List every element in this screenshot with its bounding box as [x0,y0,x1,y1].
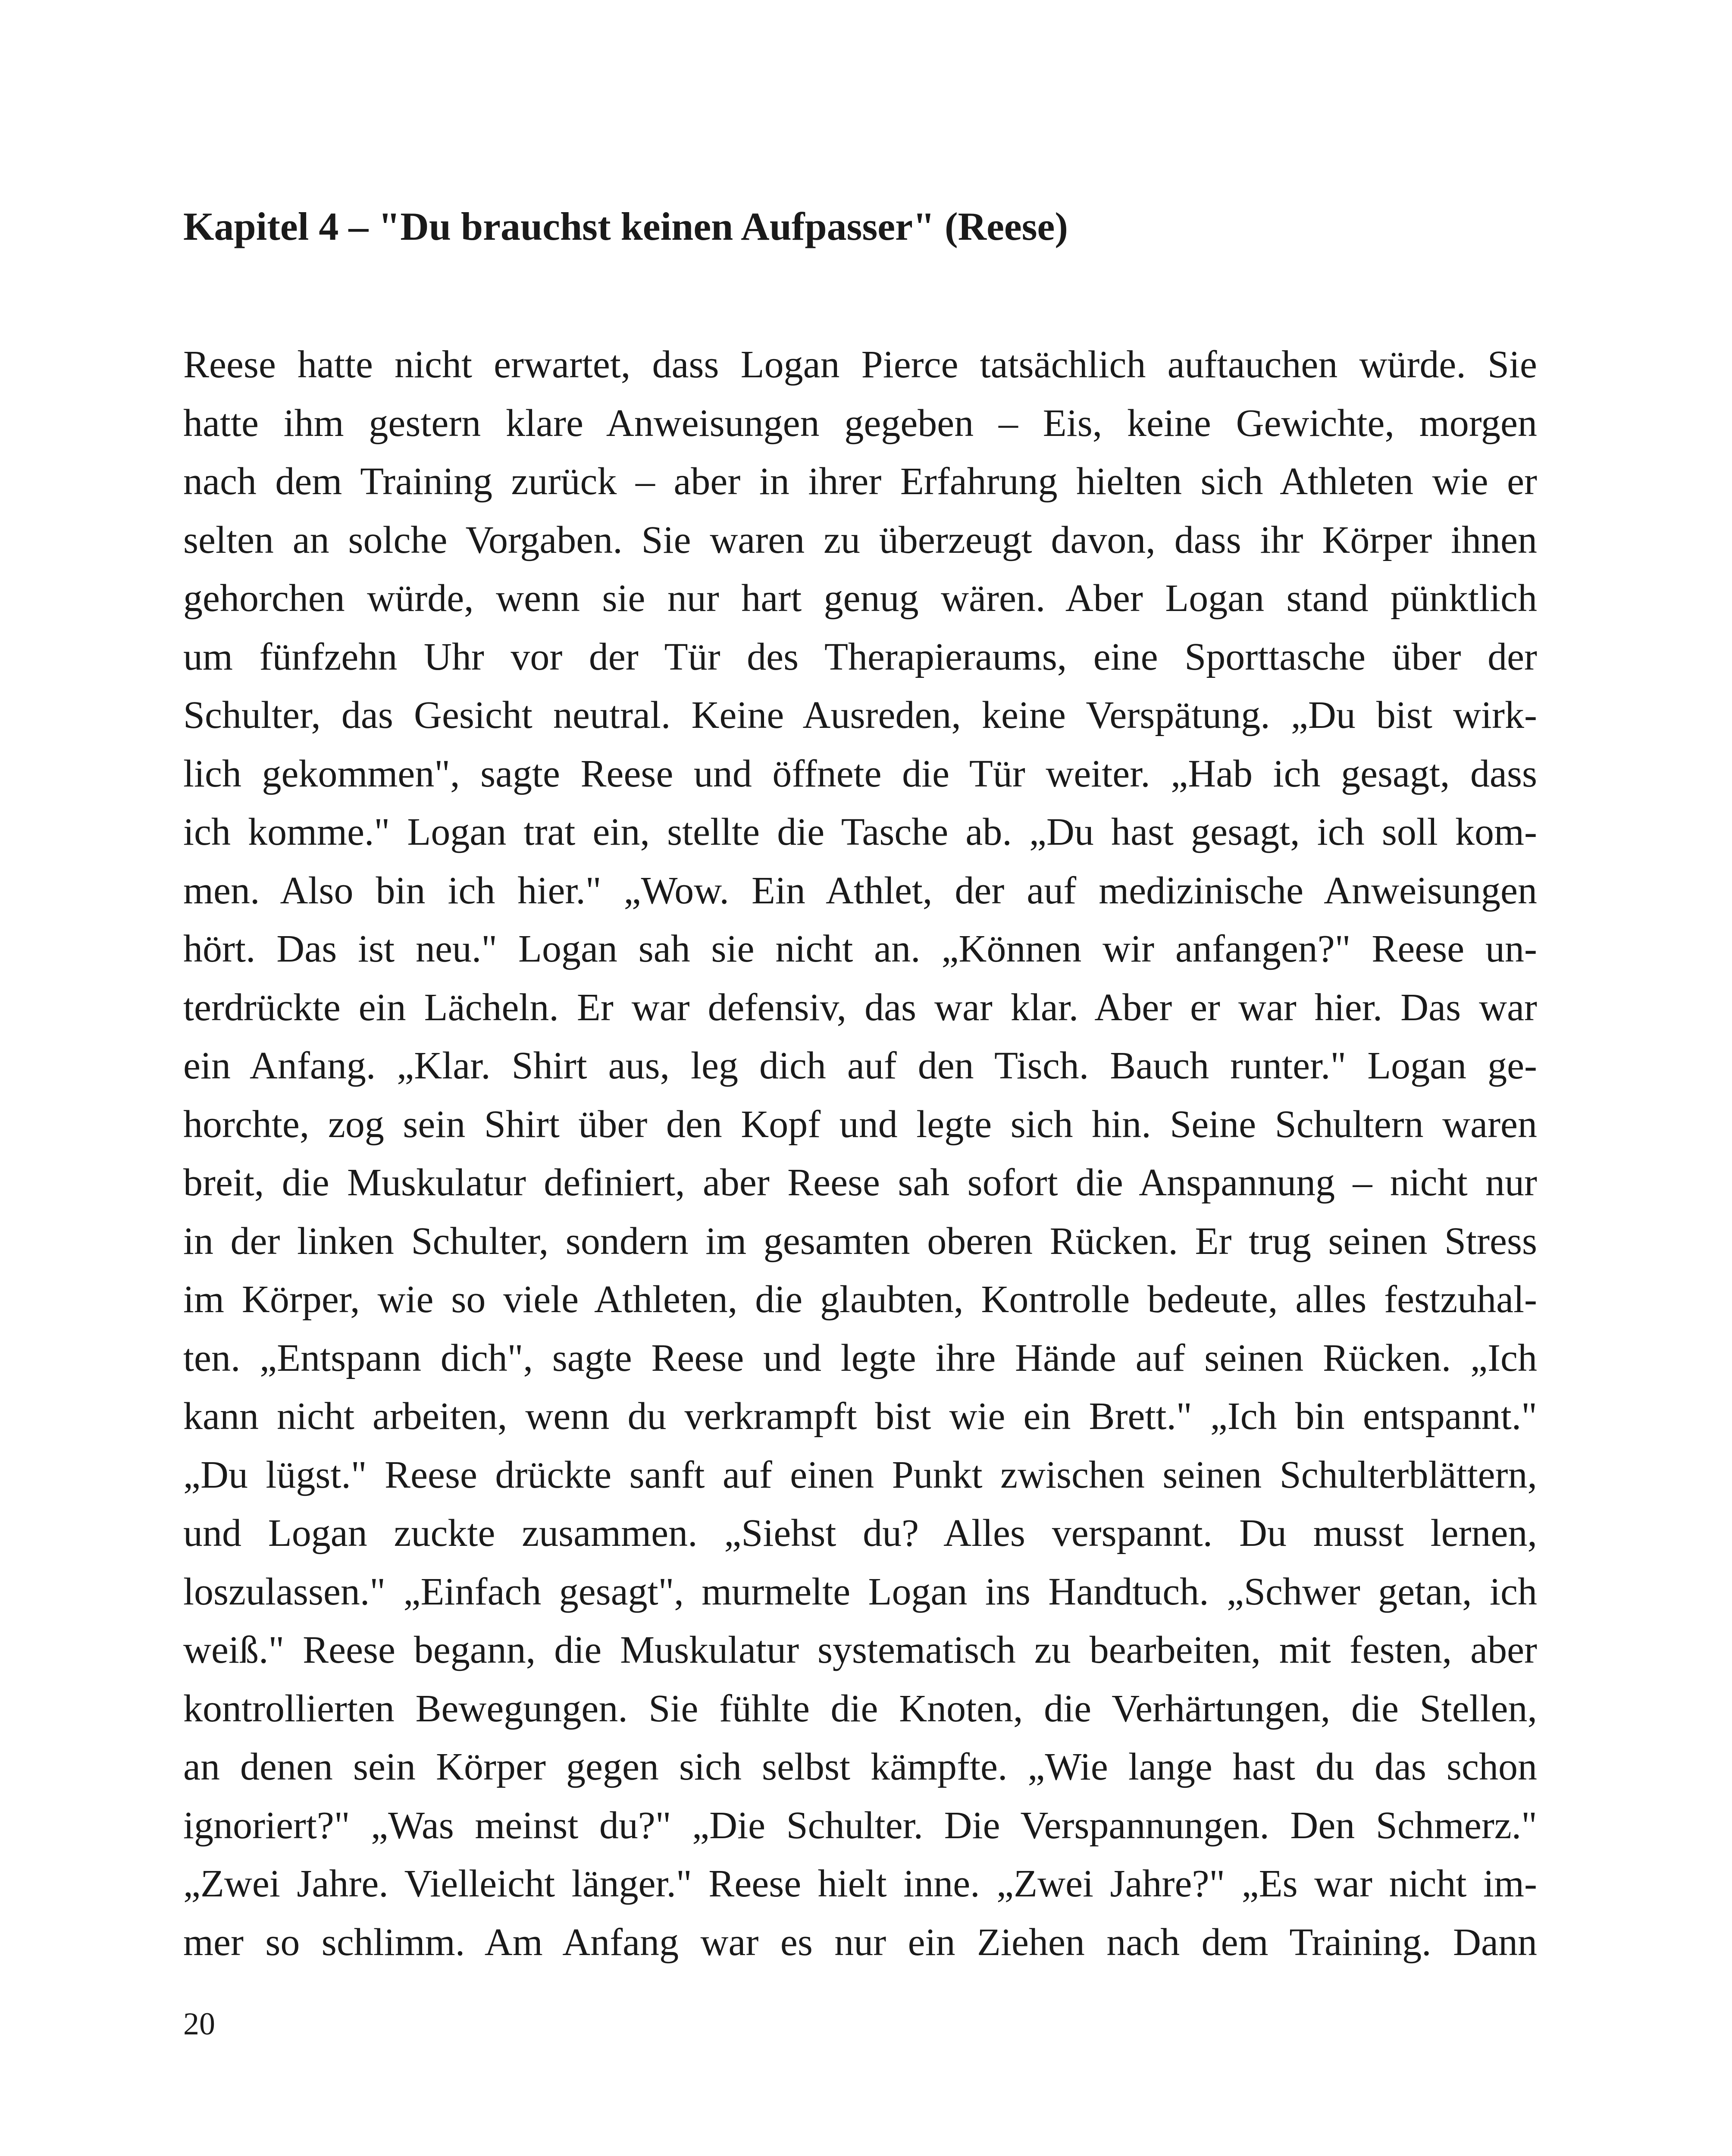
body-line: „Zwei Jahre. Vielleicht länger." Reese hielt inne. „Zwei Jahre?" „Es war nicht im- [183,1862,1537,1905]
body-line: ignoriert?" „Was meinst du?" „Die Schulter. Die Verspannungen. Den Schmerz." [183,1804,1537,1847]
body-line: gehorchen würde, wenn sie nur hart genug wären. Aber Logan stand pünktlich [183,577,1537,620]
body-line: ein Anfang. „Klar. Shirt aus, leg dich auf den Tisch. Bauch runter." Logan ge- [183,1044,1537,1087]
body-line: selten an solche Vorgaben. Sie waren zu überzeugt davon, dass ihr Körper ihnen [183,518,1537,561]
body-line: kontrollierten Bewegungen. Sie fühlte die Knoten, die Verhärtungen, die Stellen, [183,1687,1537,1730]
page-number: 20 [183,2006,215,2042]
body-line: mer so schlimm. Am Anfang war es nur ein Ziehen nach dem Training. Dann [183,1921,1537,1964]
body-line: lich gekommen", sagte Reese und öffnete die Tür weiter. „Hab ich gesagt, dass [183,752,1537,795]
body-line: im Körper, wie so viele Athleten, die glaubten, Kontrolle bedeute, alles festzuhal- [183,1278,1537,1321]
body-line: Schulter, das Gesicht neutral. Keine Ausreden, keine Verspätung. „Du bist wirk- [183,694,1537,736]
body-line: breit, die Muskulatur definiert, aber Reese sah sofort die Anspannung – nicht nur [183,1161,1537,1204]
body-text [183,335,1537,1987]
body-line: hört. Das ist neu." Logan sah sie nicht an. „Können wir anfangen?" Reese un- [183,928,1537,970]
body-line: in der linken Schulter, sondern im gesamten oberen Rücken. Er trug seinen Stress [183,1219,1537,1263]
body-line: kann nicht arbeiten, wenn du verkrampft bist wie ein Brett." „Ich bin entspannt." [183,1395,1537,1438]
body-line: an denen sein Körper gegen sich selbst kämpfte. „Wie lange hast du das schon [183,1745,1537,1788]
body-line: terdrückte ein Lächeln. Er war defensiv, das war klar. Aber er war hier. Das war [183,986,1537,1029]
body-line: um fünfzehn Uhr vor der Tür des Therapieraums, eine Sporttasche über der [183,635,1537,678]
body-line: hatte ihm gestern klare Anweisungen gegeben – Eis, keine Gewichte, morgen [183,401,1537,445]
chapter-title: Kapitel 4 – "Du brauchst keinen Aufpasser" (Reese) [183,204,1068,248]
body-line: Reese hatte nicht erwartet, dass Logan Pierce tatsächlich auftauchen würde. Sie [183,343,1537,386]
body-line: „Du lügst." Reese drückte sanft auf einen Punkt zwischen seinen Schulterblättern, [183,1453,1537,1496]
body-line: horchte, zog sein Shirt über den Kopf und legte sich hin. Seine Schultern waren [183,1103,1537,1146]
body-line: ich komme." Logan trat ein, stellte die Tasche ab. „Du hast gesagt, ich soll kom- [183,811,1537,853]
body-line: weiß." Reese begann, die Muskulatur systematisch zu bearbeiten, mit festen, aber [183,1629,1537,1671]
body-line: und Logan zuckte zusammen. „Siehst du? Alles verspannt. Du musst lernen, [183,1512,1537,1554]
body-line: loszulassen." „Einfach gesagt", murmelte Logan ins Handtuch. „Schwer getan, ich [183,1570,1537,1613]
body-line: ten. „Entspann dich", sagte Reese und legte ihre Hände auf seinen Rücken. „Ich [183,1336,1537,1379]
body-line: nach dem Training zurück – aber in ihrer Erfahrung hielten sich Athleten wie er [183,460,1537,503]
body-line: men. Also bin ich hier." „Wow. Ein Athlet, der auf medizinische Anweisungen [183,869,1537,912]
